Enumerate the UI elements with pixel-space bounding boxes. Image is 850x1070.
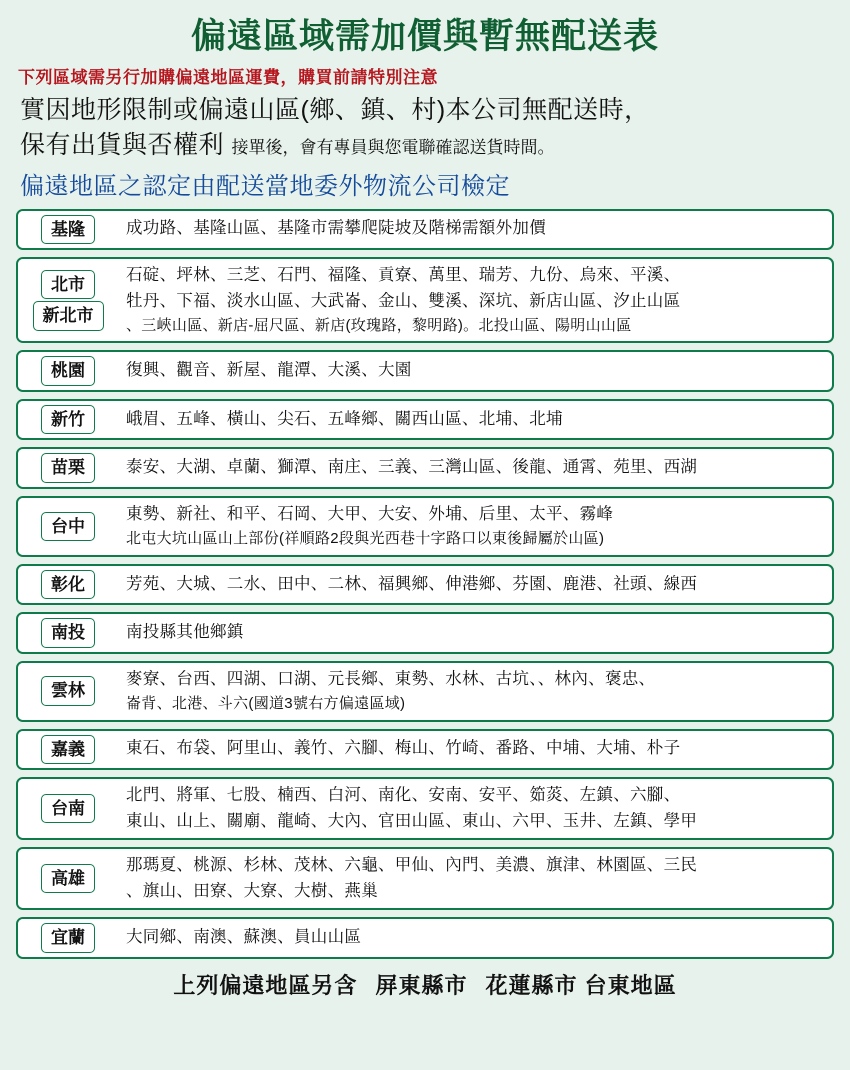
table-row [16,847,834,910]
area-line: 成功路、基隆山區、基隆市需攀爬陡坡及階梯需額外加價 [126,219,546,238]
footer-note [12,969,838,1000]
area-list-cell [118,449,832,487]
area-list-cell [118,919,832,957]
region-label: 雲林 [41,676,95,706]
page-title: 偏遠區域需加價與暫無配送表 [190,17,659,56]
area-list-cell [118,731,832,769]
area-line: 大同鄉、南澳、蘇澳、員山山區 [126,928,362,947]
lede-line-2 [20,129,838,162]
area-line: 芳苑、大城、二水、田中、二林、福興鄉、伸港鄉、芬園、鹿港、社頭、線西 [126,574,698,593]
table-row [16,564,834,606]
area-line: 復興、觀音、新屋、龍潭、大溪、大園 [126,361,412,380]
table-row [16,496,834,557]
area-line: 、三峽山區、新店-屈尺區、新店(玫瑰路，黎明路)。北投山區、陽明山山區 [126,317,632,335]
region-cell [18,449,118,487]
area-list-cell [118,849,832,908]
area-list-cell [118,566,832,604]
area-line: 東山、山上、關廟、龍崎、大內、官田山區、東山、六甲、玉井、左鎮、學甲 [126,811,698,830]
area-line: 崙背、北港、斗六(國道3號右方偏遠區域) [126,695,406,713]
area-line: 峨眉、五峰、橫山、尖石、五峰鄉、關西山區、北埔、北埔 [126,409,563,428]
lede-line-2-main: 保有出貨與否權利 [20,130,225,159]
region-label: 嘉義 [41,735,95,765]
table-row [16,661,834,722]
region-cell [18,259,118,341]
table-row [16,777,834,840]
footer-text-3: 花蓮縣市 台東地區 [485,972,677,998]
area-line: 泰安、大湖、卓蘭、獅潭、南庄、三義、三灣山區、後龍、通霄、苑里、西湖 [126,458,698,477]
region-cell [18,498,118,555]
region-label: 台南 [41,794,95,824]
region-label: 宜蘭 [41,923,95,953]
area-line: 石碇、坪林、三芝、石門、福隆、貢寮、萬里、瑞芳、九份、烏來、平溪、 [126,266,681,284]
region-cell [18,401,118,439]
region-cell [18,566,118,604]
area-list-cell [118,498,832,555]
footer-text-2: 屏東縣市 [375,972,468,998]
lede-line-1: 實因地形限制或偏遠山區(鄉、鎮、村)本公司無配送時， [20,95,650,124]
region-label: 彰化 [41,570,95,600]
area-list-cell [118,779,832,838]
region-label: 基隆 [41,215,95,245]
table-row [16,917,834,959]
area-line: 麥寮、台西、四湖、口湖、元長鄉、東勢、水林、古坑、、林內、褒忠、 [126,669,656,688]
table-row [16,350,834,392]
area-list-cell [118,663,832,720]
region-cell [18,352,118,390]
area-line: 南投縣其他鄉鎮 [126,623,244,642]
area-line: 那瑪夏、桃源、杉林、茂林、六龜、甲仙、內門、美濃、旗津、林園區、三民 [126,856,698,875]
area-list-cell [118,614,832,652]
certification-note: 偏遠地區之認定由配送當地委外物流公司檢定 [20,172,510,200]
region-cell [18,731,118,769]
area-line: 東勢、新社、和平、石岡、大甲、大安、外埔、后里、太平、霧峰 [126,504,614,523]
region-label: 新竹 [41,405,95,435]
lede-note: 接單後，會有專員與您電聯確認送貨時間。 [231,137,555,157]
area-line: 北屯大坑山區山上部份(祥順路2段與光西巷十字路口以東後歸屬於山區) [126,530,605,548]
area-list-cell [118,352,832,390]
area-list-cell [118,259,832,341]
region-label: 桃園 [41,356,95,386]
area-line: 牡丹、下福、淡水山區、大武崙、金山、雙溪、深坑、新店山區、汐止山區 [126,291,681,310]
area-list-cell [118,211,832,249]
region-cell [18,779,118,838]
region-cell [18,614,118,652]
region-label: 苗栗 [41,453,95,483]
area-list-cell [118,401,832,439]
table-row [16,447,834,489]
region-label: 南投 [41,618,95,648]
footer-text-1: 上列偏遠地區另含 [173,972,358,998]
region-cell [18,663,118,720]
area-line: 東石、布袋、阿里山、義竹、六腳、梅山、竹崎、番路、中埔、大埔、朴子 [126,739,681,758]
area-line: 、旗山、田寮、大寮、大樹、燕巢 [126,881,378,900]
region-label: 台中 [41,512,95,542]
region-label: 北市 [41,270,95,300]
region-label: 高雄 [41,864,95,894]
area-line: 北門、將軍、七股、楠西、白河、南化、安南、安平、筎菼、左鎮、六腳、 [126,786,681,804]
region-cell [18,211,118,249]
region-cell [18,919,118,957]
region-cell [18,849,118,908]
table-row [16,209,834,251]
page-subtitle: 下列區域需另行加購偏遠地區運費，購買前請特別注意 [18,67,438,87]
table-row [16,612,834,654]
table-row [16,399,834,441]
table-row [16,257,834,343]
region-label: 新北市 [33,301,104,331]
table-row [16,729,834,771]
remote-area-table [16,209,834,959]
